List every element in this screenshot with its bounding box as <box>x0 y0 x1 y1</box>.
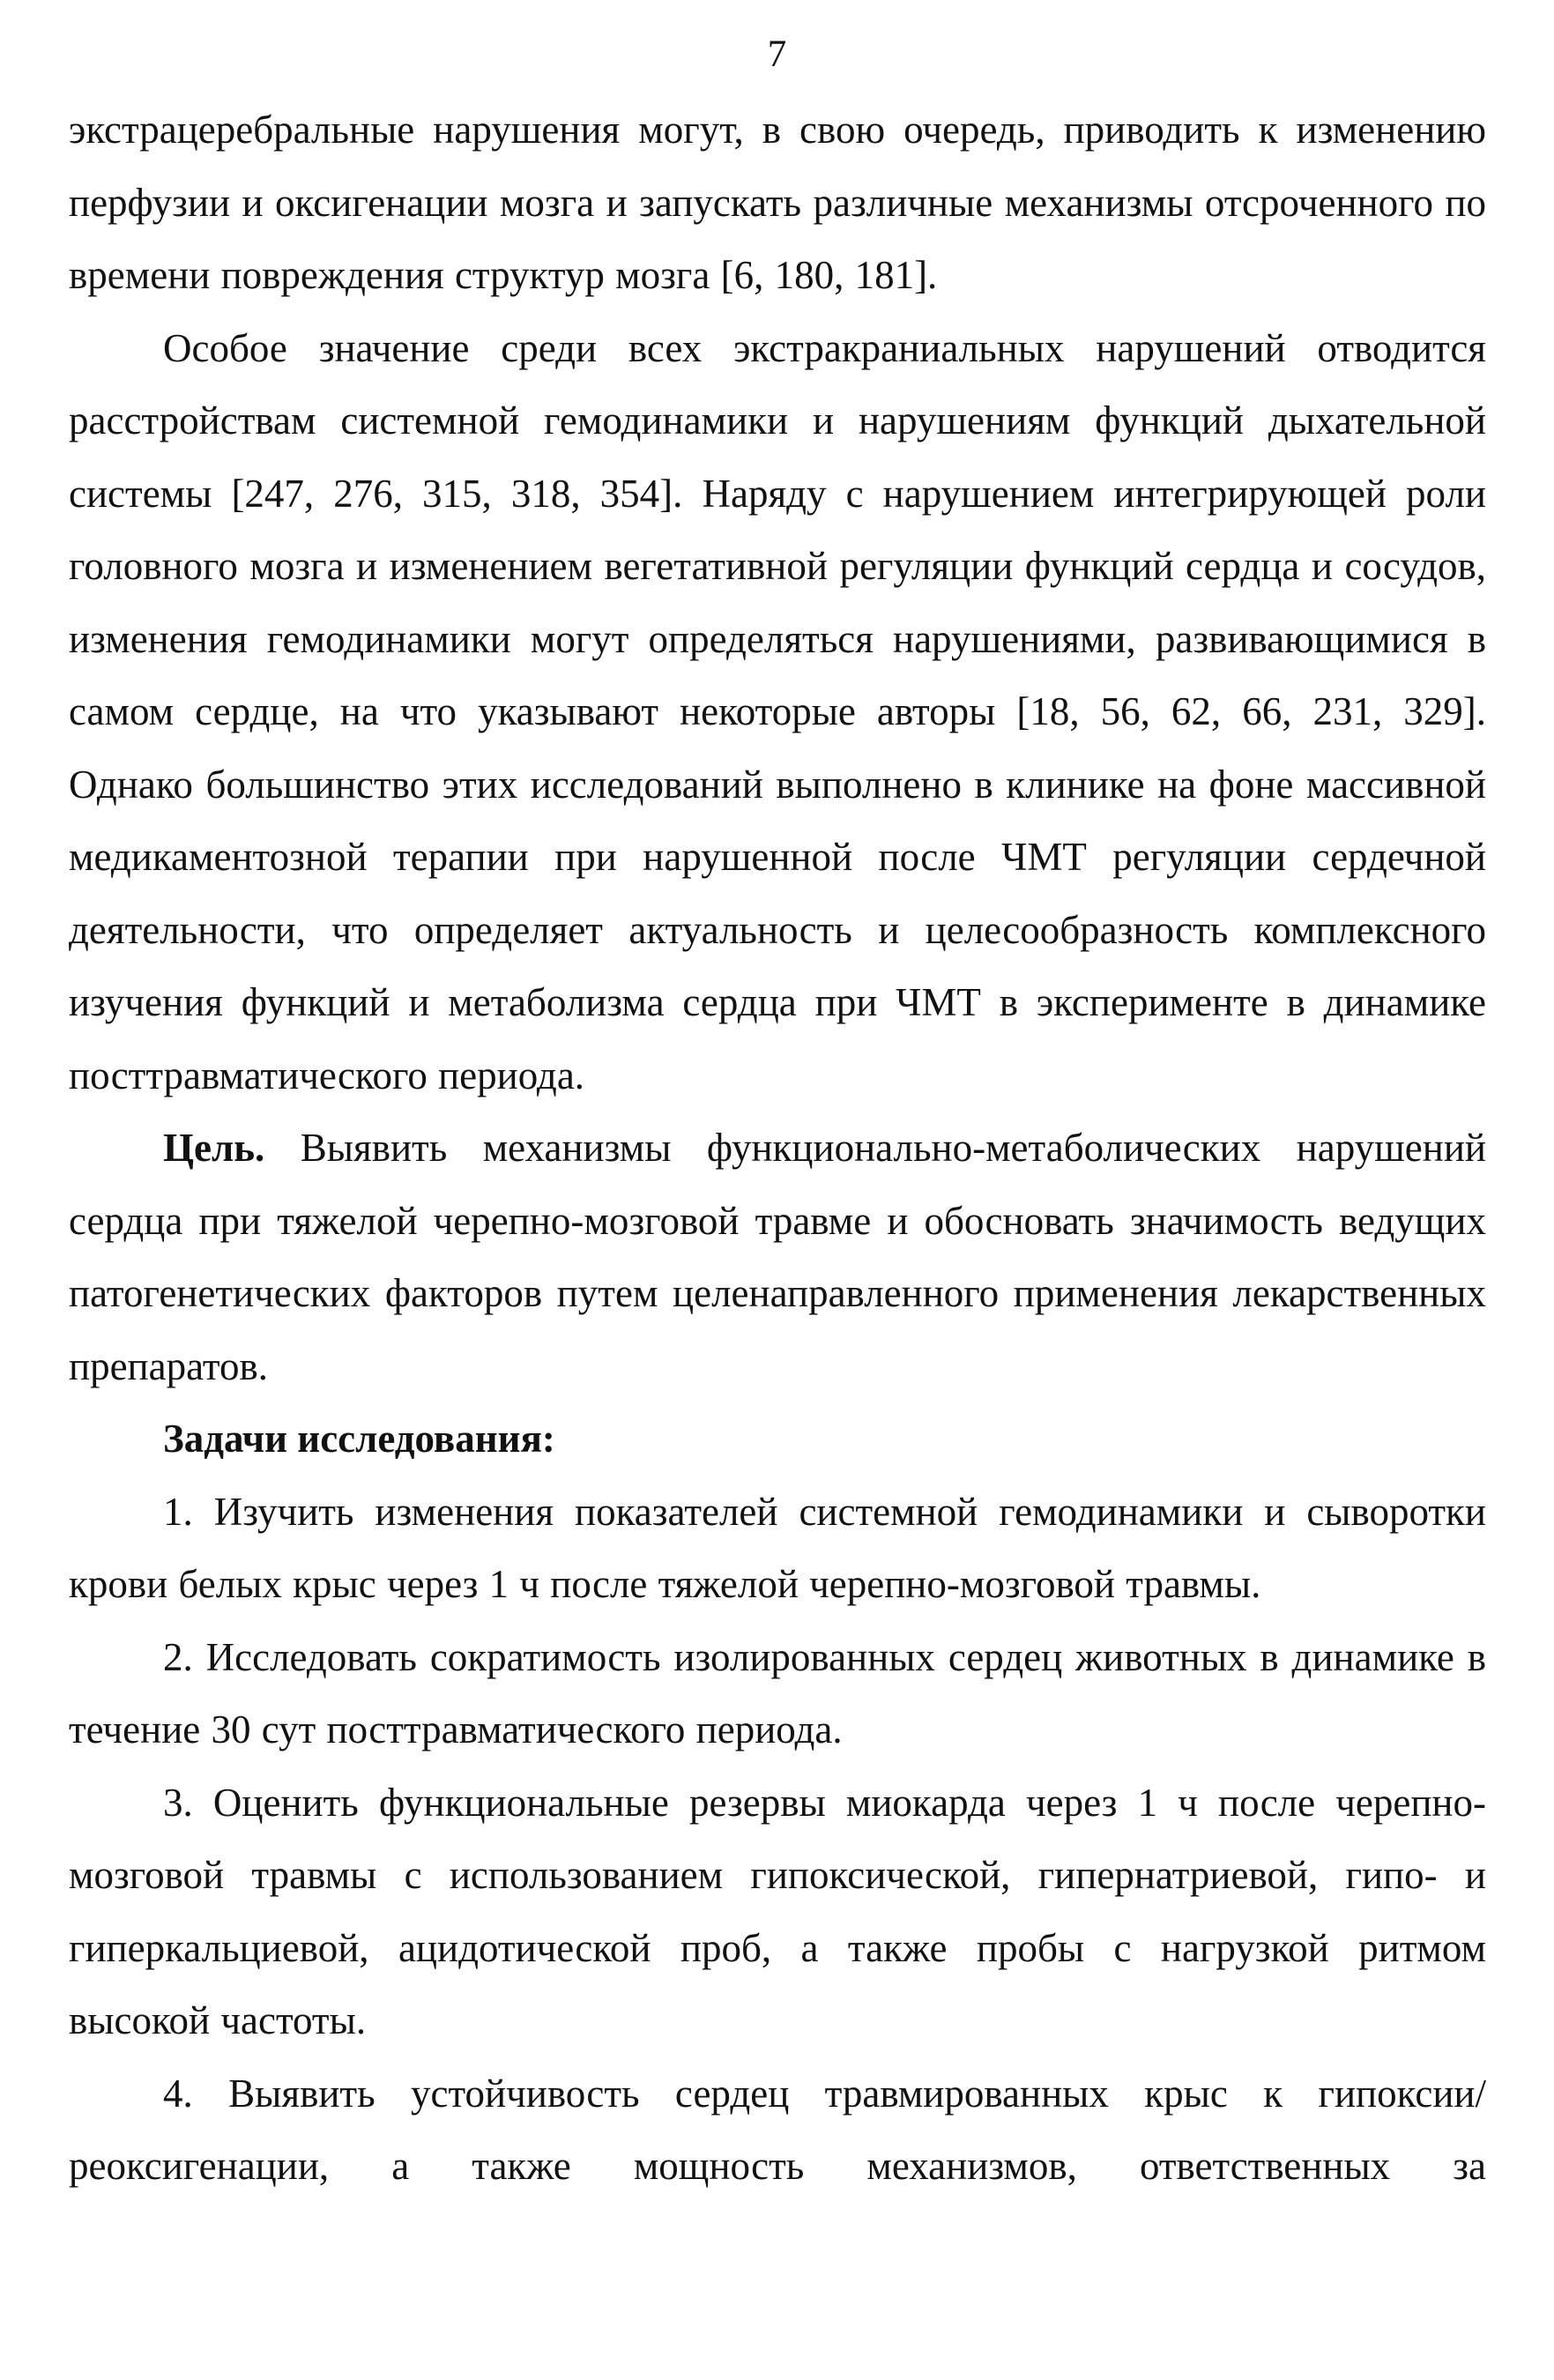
goal-label: Цель. <box>163 1126 265 1170</box>
paragraph-hemodynamics: Особое значение среди всех экстракраниальных нарушений отводится расстройствам системной гемодинамики и нарушениям функций дыхательной системы [247, 276, 315, 318, 354]. Наряду с нарушением интегрирующей роли головного мозга и изменением вегетативной регуляции функций сердца и сосудов, изменения гемодинамики могут определяться нарушениями, развивающимися в самом сердце, на что указывают некоторые авторы [18, 56, 62, 66, 231, 329]. Однако большинство этих исследований выполнено в клинике на фоне массивной медикаментозной терапии при нарушенной после ЧМТ регуляции сердечной деятельности, что определяет актуальность и целесообразность комплексного изучения функций и метаболизма сердца при ЧМТ в эксперименте в динамике посттравматического периода. <box>69 325 1486 1097</box>
task-item-2: 2. Исследовать сократимость изолированных сердец животных в динамике в течение 30 сут посттравматического периода. <box>69 1634 1486 1752</box>
paragraph-continuation: экстрацеребральные нарушения могут, в свою очередь, приводить к изменению перфузии и оксигенации мозга и запускать различные механизмы отсроченного по времени повреждения структур мозга [6, 180, 181]. <box>69 108 1486 297</box>
page-number: 7 <box>767 33 787 75</box>
tasks-heading: Задачи исследования: <box>163 1417 555 1461</box>
document-body <box>69 93 1486 2203</box>
paragraph-goal <box>69 1112 1486 1402</box>
task-item-4: 4. Выявить устойчивость сердец травмированных крыс к гипоксии/реоксигенации, а также мощность механизмов, ответственных за <box>69 2071 1486 2188</box>
task-item-3: 3. Оценить функциональные резервы миокарда через 1 ч после черепно-мозговой травмы с использованием гипоксической, гипернатриевой, гипо- и гиперкальциевой, ацидотической проб, а также пробы с нагрузкой ритмом высокой частоты. <box>69 1780 1486 2042</box>
goal-text: Выявить механизмы функционально-метаболических нарушений сердца при тяжелой черепно-мозговой травме и обосновать значимость ведущих патогенетических факторов путем целенаправленного применения лекарственных препаратов. <box>69 1126 1487 1388</box>
task-item-1: 1. Изучить изменения показателей системной гемодинамики и сыворотки крови белых крыс через 1 ч после тяжелой черепно-мозговой травмы. <box>69 1489 1486 1606</box>
